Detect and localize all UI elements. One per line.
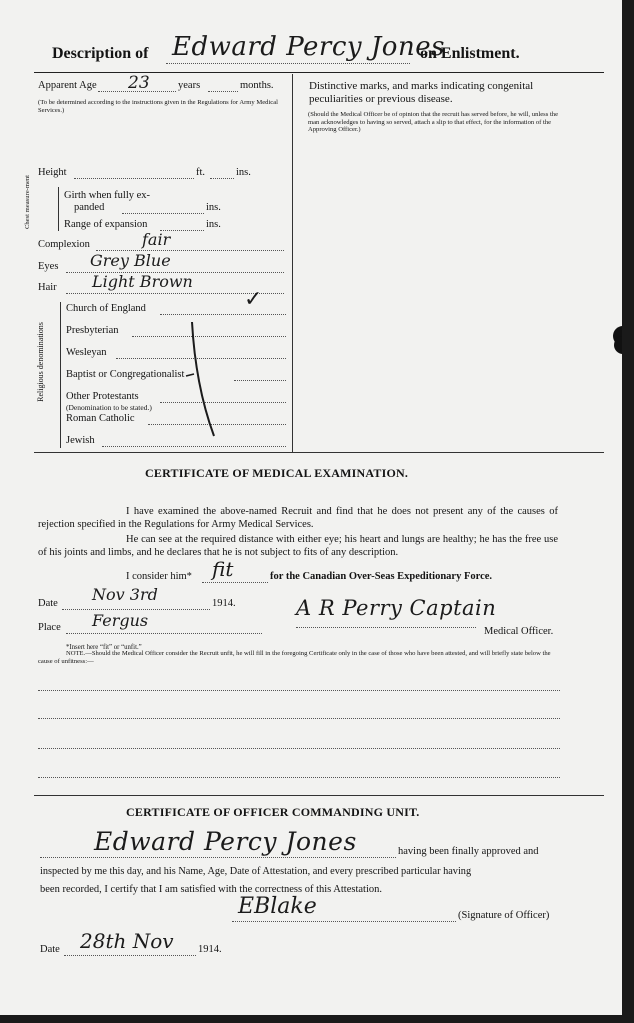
height-ft-dots	[74, 178, 194, 179]
title-prefix: Description of	[52, 45, 149, 62]
religion-denomination-note: (Denomination to be stated.)	[66, 403, 152, 412]
chest-label: Chest measure-ment	[24, 175, 31, 230]
medical-officer-dots	[296, 627, 476, 628]
commanding-officer-signature: EBlake	[238, 894, 317, 919]
unfit-line-4	[38, 777, 560, 778]
distinctive-heading-2: peculiarities or previous disease.	[309, 93, 453, 105]
religion-check-mark: ✓	[244, 287, 263, 312]
date-dots	[62, 609, 210, 610]
hair-value: Light Brown	[92, 272, 193, 291]
medical-para-1: I have examined the above-named Recruit and find that he does not present any of the causes of rejection specified in the Regulations for Army Medical Services.	[38, 506, 558, 530]
eyes-label: Eyes	[38, 261, 59, 272]
hair-label: Hair	[38, 282, 57, 293]
signature-label: (Signature of Officer)	[458, 910, 550, 921]
medical-officer-signature: A R Perry Captain	[296, 596, 497, 620]
height-label: Height	[38, 167, 67, 178]
consider-suffix: for the Canadian Over-Seas Expeditionary Force.	[270, 571, 493, 582]
unfit-line-1	[38, 690, 560, 691]
religion-dots-4	[234, 380, 286, 381]
eyes-value: Grey Blue	[90, 251, 171, 270]
commanding-date-dots	[64, 955, 196, 956]
commanding-line-2: inspected by me this day, and his Name, Age, Date of Attestation, and every prescribed particular having	[40, 866, 472, 877]
distinctive-heading-1: Distinctive marks, and marks indicating congenital	[309, 80, 534, 92]
religion-wesleyan: Wesleyan	[66, 347, 107, 358]
religion-pen-strokes	[180, 318, 240, 442]
girth-label-2: panded	[74, 202, 105, 213]
religion-jewish: Jewish	[66, 435, 95, 446]
commanding-date-label: Date	[40, 944, 60, 955]
girth-ins: ins.	[206, 202, 221, 213]
exam-place: Fergus	[92, 611, 149, 630]
religion-bracket	[60, 302, 61, 448]
commanding-heading: CERTIFICATE OF OFFICER COMMANDING UNIT.	[126, 805, 420, 819]
exam-year: 1914.	[212, 598, 236, 609]
religion-other-protestants: Other Protestants	[66, 391, 139, 402]
commanding-year: 1914.	[198, 944, 222, 955]
religion-roman-catholic: Roman Catholic	[66, 413, 135, 424]
chest-bracket	[58, 187, 59, 231]
fitness-value: fit	[212, 557, 234, 581]
religion-dots-1	[160, 314, 286, 315]
commanding-line-3: been recorded, I certify that I am satisfied with the correctness of this Attestation.	[40, 884, 383, 895]
religion-presbyterian: Presbyterian	[66, 325, 119, 336]
distinctive-note: (Should the Medical Officer be of opinion that the recruit has served before, he will, unless the man acknowledges to having so served, attach a slip to that effect, for the information of the Approving Officer.)	[308, 111, 558, 133]
months-dots	[208, 91, 238, 92]
unfit-line-3	[38, 748, 560, 749]
complexion-value: fair	[142, 230, 171, 249]
medical-para-2: He can see at the required distance with either eye; his heart and lungs are healthy; he has the free use of his joints and limbs, and he declares that he is not subject to fits of any description.	[38, 534, 558, 558]
religion-baptist: Baptist or Congregationalist	[66, 369, 185, 380]
fit-footnote: *Insert here “fit” or “unfit.”	[66, 644, 142, 651]
ins-label: ins.	[236, 167, 251, 178]
medical-heading: CERTIFICATE OF MEDICAL EXAMINATION.	[145, 466, 409, 480]
column-divider	[292, 74, 293, 452]
date-label: Date	[38, 598, 58, 609]
complexion-label: Complexion	[38, 239, 90, 250]
commanding-signature-dots	[232, 921, 456, 922]
description-bottom-rule	[34, 452, 604, 453]
binder-hole-bottom	[614, 336, 622, 354]
title-suffix: on Enlistment.	[420, 45, 520, 62]
range-label: Range of expansion	[64, 219, 148, 230]
months-label: months.	[240, 80, 274, 91]
recruit-name: Edward Percy Jones	[172, 32, 445, 62]
height-ins-dots	[210, 178, 234, 179]
range-ins: ins.	[206, 219, 221, 230]
religion-dots-7	[102, 446, 286, 447]
commanding-line-1: having been finally approved and	[398, 846, 539, 857]
medical-officer-title: Medical Officer.	[484, 626, 554, 637]
title-rule	[34, 72, 604, 73]
girth-label-1: Girth when fully ex-	[64, 190, 151, 201]
age-note: (To be determined according to the instructions given in the Regulations for Army Medical Services.)	[38, 99, 278, 114]
girth-dots	[122, 213, 204, 214]
age-value: 23	[128, 73, 150, 93]
years-label: years	[178, 80, 201, 91]
commanding-date: 28th Nov	[80, 929, 174, 953]
apparent-age-label: Apparent Age	[38, 80, 97, 91]
place-label: Place	[38, 622, 61, 633]
consider-dots	[202, 582, 268, 583]
unfit-note: NOTE.—Should the Medical Officer consider the Recruit unfit, he will fill in the foregoing Certificate only in the case of those who have been attested, and will briefly state below the cause of unfitness:—	[38, 650, 551, 665]
title-name-line	[166, 63, 410, 64]
exam-date: Nov 3rd	[92, 585, 158, 604]
unfit-line-2	[38, 718, 560, 719]
religion-church-of-england: Church of England	[66, 303, 146, 314]
commanding-recruit-name: Edward Percy Jones	[94, 827, 357, 856]
place-dots	[66, 633, 262, 634]
consider-prefix: I consider him*	[126, 571, 192, 582]
medical-bottom-rule	[34, 795, 604, 796]
ft-label: ft.	[196, 167, 206, 178]
commanding-name-dots	[40, 857, 396, 858]
religious-label: Religious denominations	[36, 322, 45, 402]
